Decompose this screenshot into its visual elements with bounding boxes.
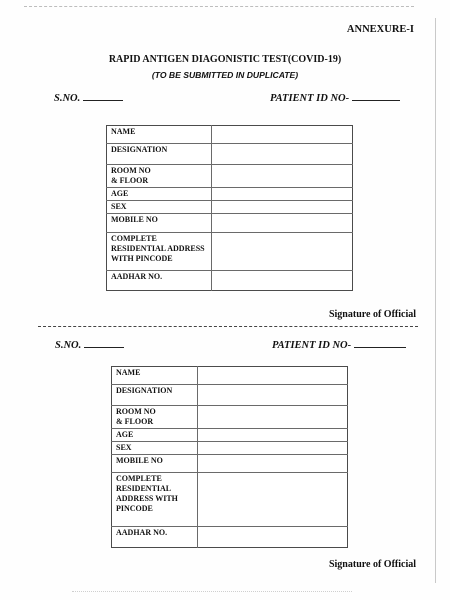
table-row: [107, 165, 353, 188]
section-one-form-table: [106, 125, 353, 291]
scan-artifact-top: [24, 6, 414, 7]
section-two-meta-row: [0, 337, 450, 351]
table-row: [107, 126, 353, 144]
section-one-sex-field[interactable]: [212, 201, 353, 214]
section-two-room-floor-field[interactable]: [198, 406, 348, 429]
section-two-mobile-field[interactable]: [198, 455, 348, 473]
section-two-serial-field[interactable]: [55, 337, 124, 351]
section-one-serial-blank[interactable]: [83, 90, 123, 101]
section-two-sex-label: SEX: [112, 442, 198, 455]
section-one-meta-row: [0, 90, 450, 104]
section-one-address-field[interactable]: [212, 233, 353, 271]
section-two-age-label: AGE: [112, 429, 198, 442]
table-row: [107, 188, 353, 201]
section-one-aadhar-label: AADHAR NO.: [107, 271, 212, 291]
cut-line-separator: [38, 326, 418, 327]
section-two-patient-id-blank[interactable]: [354, 337, 406, 348]
table-row: [107, 214, 353, 233]
section-one-sex-label: SEX: [107, 201, 212, 214]
section-one-designation-field[interactable]: [212, 144, 353, 165]
section-two-aadhar-field[interactable]: [198, 527, 348, 548]
section-two-sex-field[interactable]: [198, 442, 348, 455]
section-two-age-field[interactable]: [198, 429, 348, 442]
section-one-room-floor-field[interactable]: [212, 165, 353, 188]
section-two-serial-blank[interactable]: [84, 337, 124, 348]
section-one-room-floor-label: ROOM NO & FLOOR: [107, 165, 212, 188]
section-two-form-table: [111, 366, 348, 548]
table-row: [112, 429, 348, 442]
table-row: [112, 442, 348, 455]
section-one-patient-id-blank[interactable]: [352, 90, 400, 101]
section-one-serial-label: S.NO.: [54, 93, 81, 104]
section-two-name-label: NAME: [112, 367, 198, 385]
section-two-signature-label: Signature of Official: [328, 559, 416, 570]
section-one-form-body: [107, 126, 353, 291]
section-two-patient-id-label: PATIENT ID NO-: [272, 340, 352, 351]
section-two-mobile-label: MOBILE NO: [112, 455, 198, 473]
section-one-name-field[interactable]: [212, 126, 353, 144]
section-one-serial-field[interactable]: [54, 90, 123, 104]
section-one-aadhar-field[interactable]: [212, 271, 353, 291]
section-one-patient-id-label: PATIENT ID NO-: [270, 93, 350, 104]
section-two-name-field[interactable]: [198, 367, 348, 385]
table-row: [107, 201, 353, 214]
table-row: [112, 527, 348, 548]
form-title: RAPID ANTIGEN DIAGONISTIC TEST(COVID-19): [108, 54, 342, 65]
table-row: [112, 455, 348, 473]
section-one-age-field[interactable]: [212, 188, 353, 201]
table-row: [112, 406, 348, 429]
section-two-address-label: COMPLETE RESIDENTIAL ADDRESS WITH PINCODE: [112, 473, 198, 527]
section-two-designation-field[interactable]: [198, 385, 348, 406]
section-two-address-field[interactable]: [198, 473, 348, 527]
table-row: [112, 385, 348, 406]
section-one-name-label: NAME: [107, 126, 212, 144]
table-row: [107, 233, 353, 271]
section-two-patient-id-field[interactable]: [272, 337, 406, 351]
section-one-designation-label: DESIGNATION: [107, 144, 212, 165]
section-two-designation-label: DESIGNATION: [112, 385, 198, 406]
section-one-age-label: AGE: [107, 188, 212, 201]
section-one-signature-label: Signature of Official: [328, 309, 416, 320]
table-row: [107, 271, 353, 291]
section-two-room-floor-label: ROOM NO & FLOOR: [112, 406, 198, 429]
section-one-patient-id-field[interactable]: [270, 90, 400, 104]
scan-artifact-bottom: [72, 591, 352, 592]
form-subtitle: (TO BE SUBMITTED IN DUPLICATE): [151, 70, 299, 80]
section-one-address-label: COMPLETE RESIDENTIAL ADDRESS WITH PINCODE: [107, 233, 212, 271]
section-two-form-body: [112, 367, 348, 548]
table-row: [112, 473, 348, 527]
annexure-label: ANNEXURE-I: [346, 24, 414, 35]
section-one-mobile-label: MOBILE NO: [107, 214, 212, 233]
table-row: [112, 367, 348, 385]
table-row: [107, 144, 353, 165]
section-two-aadhar-label: AADHAR NO.: [112, 527, 198, 548]
section-one-mobile-field[interactable]: [212, 214, 353, 233]
section-two-serial-label: S.NO.: [55, 340, 82, 351]
